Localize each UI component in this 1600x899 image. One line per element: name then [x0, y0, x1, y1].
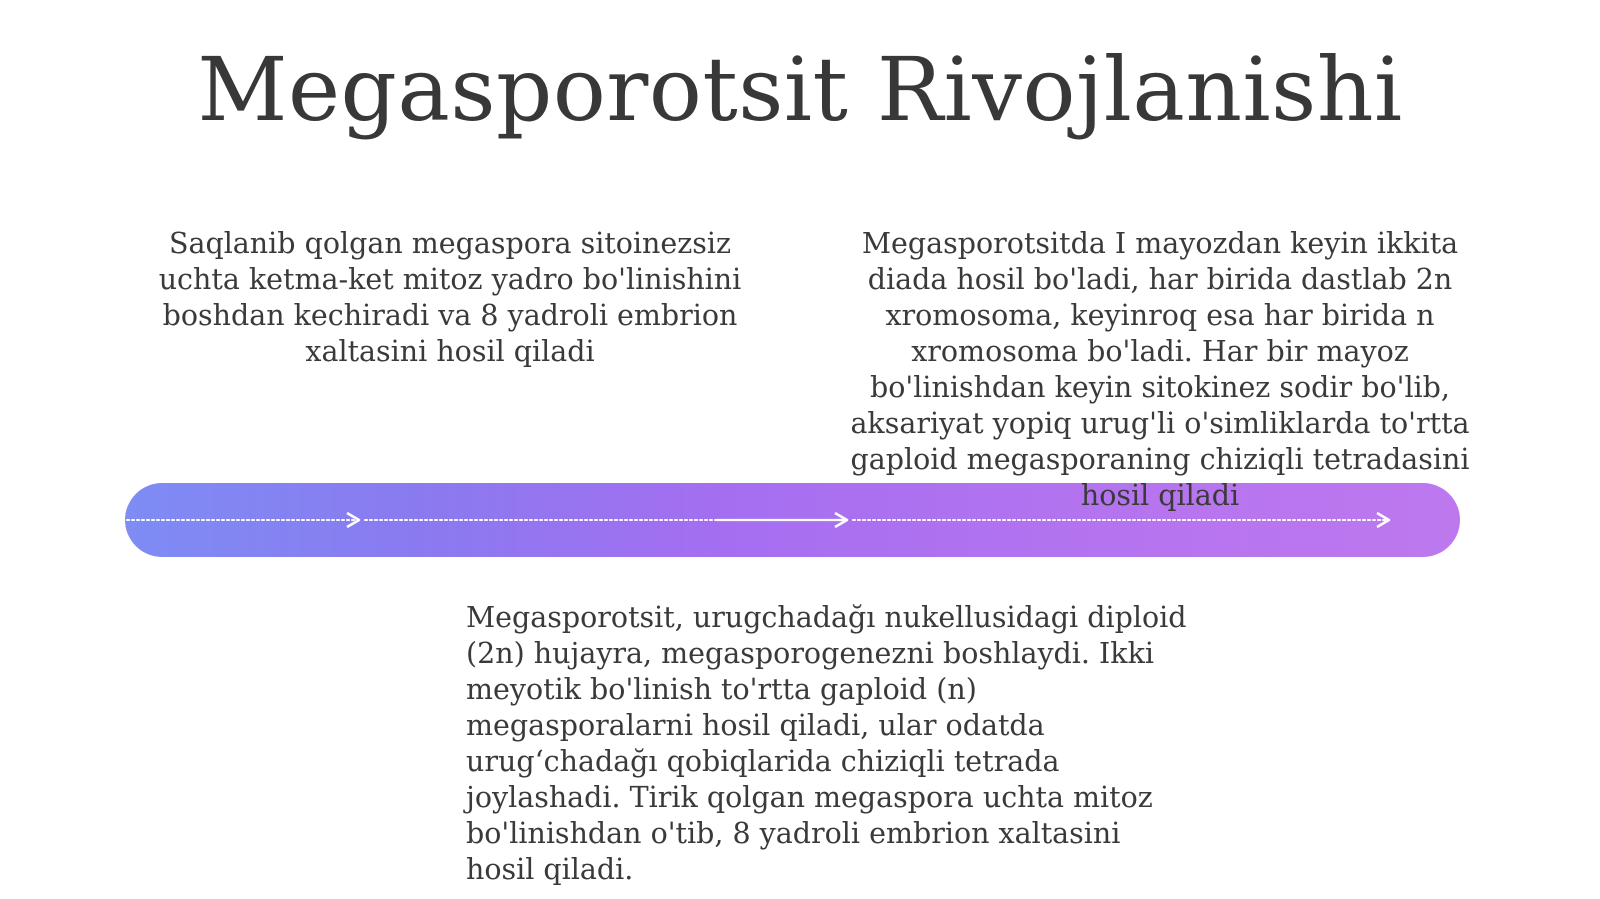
stage-right-text: Megasporotsitda I mayozdan keyin ikkita diada hosil bo'ladi, har birida dastlab 2n xromosoma, keyinroq esa har birida n xromosoma bo'ladi. Har bir mayoz bo'linishdan keyin sitokinez sodir bo'lib, aksariyat yopiq urug'li o'simliklarda to'rtta gaploid megasporaning chiziqli tetradasini hosil qiladi [850, 227, 1470, 512]
slide-title: Megasporotsit Rivojlanishi [197, 38, 1403, 141]
stage-left-text: Saqlanib qolgan megaspora sitoinezsiz uchta ketma-ket mitoz yadro bo'linishini boshdan kechiradi va 8 yadroli embrion xaltasini hosil qiladi [158, 227, 742, 368]
stage-bottom-text: Megasporotsit, urugchadağı nukellusidagi diploid (2n) hujayra, megasporogenezni boshlaydi. Ikki meyotik bo'linish to'rtta gaploid (n) megasporalarni hosil qiladi, ular odatda urug‘chadağı qobiqlarida chiziqli tetrada joylashadi. Tirik qolgan megaspora uchta mitoz bo'linishdan o'tib, 8 yadroli embrion xaltasini hosil qiladi. [466, 601, 1187, 886]
